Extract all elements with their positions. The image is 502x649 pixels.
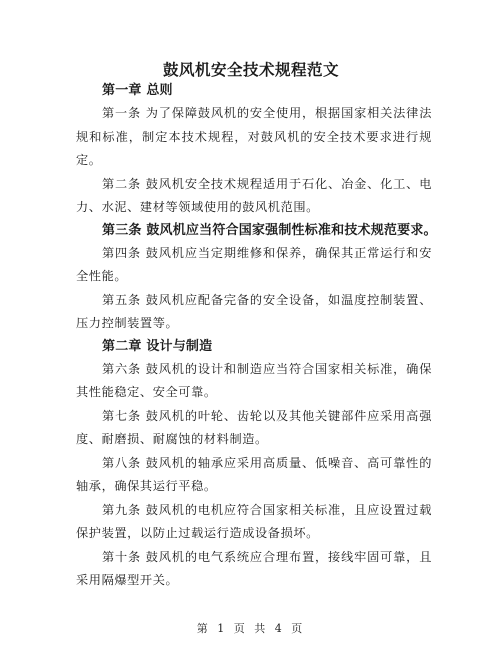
chapter-heading: 第一章 总则 — [102, 83, 173, 98]
article-paragraph: 第四条 鼓风机应当定期维修和保养，确保其正常运行和安全性能。 — [76, 245, 432, 283]
page-number-footer: 第 1 页 共 4 页 — [196, 622, 306, 635]
document-body — [76, 80, 437, 593]
chapter-heading: 第二章 设计与制造 — [102, 338, 213, 354]
article-paragraph: 第六条 鼓风机的设计和制造应当符合国家相关标准，确保其性能稳定、安全可靠。 — [76, 361, 432, 399]
article-paragraph: 第十条 鼓风机的电气系统应合理布置，接线牢固可靠，且采用隔爆型开关。 — [76, 549, 432, 587]
article-paragraph: 第二条 鼓风机安全技术规程适用于石化、冶金、化工、电力、水泥、建材等领域使用的鼓风机范围。 — [76, 176, 432, 214]
article-paragraph: 第五条 鼓风机应配备完备的安全设备，如温度控制装置、压力控制装置等。 — [76, 292, 432, 330]
document-title: 鼓风机安全技术规程范文 — [162, 60, 339, 79]
article-paragraph: 第九条 鼓风机的电机应符合国家相关标准，且应设置过载保护装置，以防止过载运行造成设备损坏。 — [76, 502, 432, 540]
article-heading-bold: 第三条 鼓风机应当符合国家强制性标准和技术规范要求。 — [102, 222, 437, 238]
article-paragraph: 第八条 鼓风机的轴承应采用高质量、低噪音、高可靠性的轴承，确保其运行平稳。 — [76, 455, 432, 493]
article-paragraph: 第一条 为了保障鼓风机的安全使用，根据国家相关法律法规和标准，制定本技术规程，对鼓风机的安全技术要求进行规定。 — [76, 106, 432, 167]
article-paragraph: 第七条 鼓风机的叶轮、齿轮以及其他关键部件应采用高强度、耐磨损、耐腐蚀的材料制造。 — [76, 408, 432, 446]
